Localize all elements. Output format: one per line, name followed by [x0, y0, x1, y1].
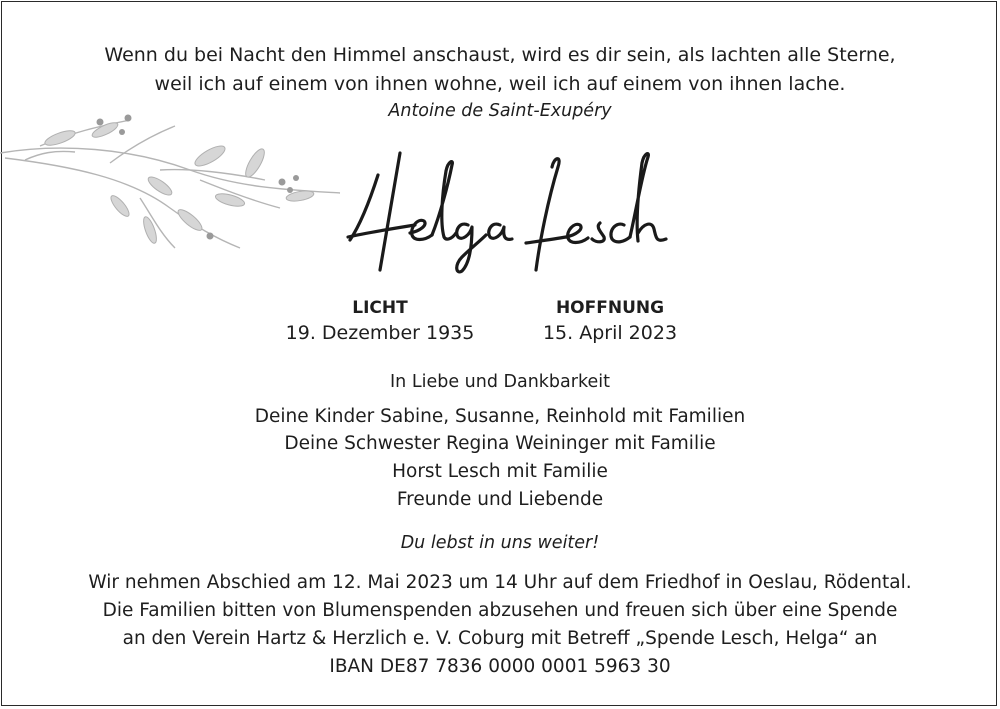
- death-date: 15. April 2023: [542, 322, 678, 344]
- notice-line: Die Familien bitten von Blumenspenden abzusehen und freuen sich über eine Spende: [102, 600, 898, 621]
- quote-line-2: weil ich auf einem von ihnen wohne, weil ich auf einem von ihnen lache.: [154, 73, 846, 95]
- mourner-line: Freunde und Liebende: [396, 489, 604, 510]
- quote-author: Antoine de Saint-Exupéry: [388, 101, 612, 121]
- mourners-intro: In Liebe und Dankbarkeit: [390, 372, 610, 392]
- mourner-line: Horst Lesch mit Familie: [392, 461, 608, 482]
- birth-date: 19. Dezember 1935: [285, 322, 475, 344]
- name-signature: [340, 145, 670, 275]
- closing-sentence: Du lebst in uns weiter!: [400, 533, 600, 553]
- mourner-line: Deine Schwester Regina Weininger mit Familie: [284, 433, 716, 454]
- quote-line-1: Wenn du bei Nacht den Himmel anschaust, wird es dir sein, als lachten alle Sterne,: [104, 44, 896, 66]
- birth-heading: LICHT: [352, 298, 408, 318]
- iban-line: IBAN DE87 7836 0000 0001 5963 30: [329, 656, 671, 677]
- notice-line: Wir nehmen Abschied am 12. Mai 2023 um 14 Uhr auf dem Friedhof in Oeslau, Rödental.: [88, 572, 912, 593]
- mourner-line: Deine Kinder Sabine, Susanne, Reinhold mit Familien: [254, 406, 746, 427]
- notice-line: an den Verein Hartz & Herzlich e. V. Coburg mit Betreff „Spende Lesch, Helga“ an: [122, 628, 878, 649]
- death-heading: HOFFNUNG: [555, 298, 665, 318]
- leaf-branch-decoration: [0, 108, 345, 268]
